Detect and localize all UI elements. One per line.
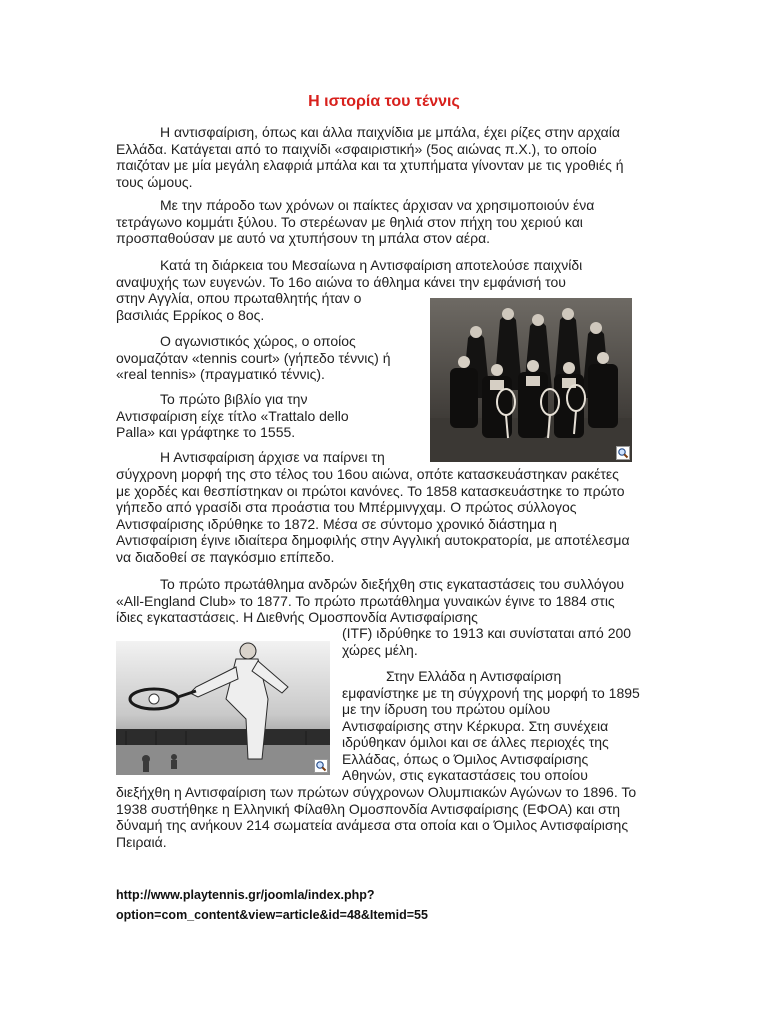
paragraph-championships: Το πρώτο πρωτάθλημα ανδρών διεξήχθη στις εγκαταστάσεις του συλλόγου «All-England Club» το 1877. Το πρώτο πρωτάθλημα γυναικών έγινε το 1884 στις ίδιες εγκαταστάσεις. Η Διεθνής Ομοσπονδία Αντισφαίρισης bbox=[116, 576, 625, 625]
paragraph-middle-ages-cont: στην Αγγλία, οπου πρωταθλητής ήταν ο βασιλιάς Ερρίκος ο 8ος. bbox=[116, 290, 362, 323]
paragraph-modern-form-start: Η Αντισφαίριση άρχισε να παίρνει τη bbox=[160, 449, 385, 465]
paragraph-wooden-paddle: Με την πάροδο των χρόνων οι παίκτες άρχισαν να χρησιμοποιούν ένα τετράγωνο κομμάτι ξύλου. Το στερέωναν με θηλιά στον πήχη του χεριού και προσπαθούσαν με αυτό να χτυπήσουν τη μπάλα στον αέρα. bbox=[116, 197, 595, 246]
team-photo bbox=[430, 298, 632, 462]
player-photo-image bbox=[116, 641, 330, 775]
team-photo-image bbox=[430, 298, 632, 462]
paragraph-first-book: Το πρώτο βιβλίο για την Αντισφαίριση είχε τίτλο «Trattalo dello Palla» και γράφτηκε το 1555. bbox=[116, 391, 349, 440]
zoom-icon[interactable] bbox=[616, 446, 630, 460]
zoom-icon[interactable] bbox=[314, 759, 328, 773]
page-title: Η ιστορία του τέννις bbox=[308, 93, 460, 110]
paragraph-greece-cont: διεξήχθη η Αντισφαίριση των πρώτων σύγχρονων Ολυμπιακών Αγώνων το 1896. Το 1938 συστήθηκε η Ελληνική Φίλαθλη Ομοσπονδία Αντισφαίρισης (ΕΦΟΑ) και στη δύναμή της ανήκουν 214 σωματεία ανάμεσα στα οποία και ο Όμιλος Αντισφαίρισης Πειραιά. bbox=[116, 784, 637, 850]
paragraph-middle-ages: Κατά τη διάρκεια του Μεσαίωνα η Αντισφαίριση αποτελούσε παιχνίδι αναψυχής των ευγενών. Το 16ο αιώνα το άθλημα κάνει την εμφάνισή του bbox=[116, 257, 583, 290]
paragraph-origins: Η αντισφαίριση, όπως και άλλα παιχνίδια με μπάλα, έχει ρίζες στην αρχαία Ελλάδα. Κατάγεται από το παιχνίδι «σφαιριστική» (5ος αιώνας π.Χ.), το οποίο παιζόταν με μία μεγάλη ελαφριά μπάλα και τα χτυπήματα γίνονταν με τις γροθιές ή τους ώμους. bbox=[116, 124, 624, 190]
source-link-line1[interactable]: http://www.playtennis.gr/joomla/index.php? bbox=[116, 888, 375, 902]
paragraph-greece: Στην Ελλάδα η Αντισφαίριση εμφανίστηκε με τη σύγχρονή της μορφή το 1895 με την ίδρυση του πρώτου ομίλου Αντισφαίρισης στην Κέρκυρα. Στη συνέχεια ιδρύθηκαν όμιλοι και σε άλλες περιοχές της Ελλάδας, όπως ο Όμιλος Αντισφαίρισης Αθηνών, στις εγκαταστάσεις του οποίου bbox=[342, 668, 640, 783]
paragraph-tennis-court: Ο αγωνιστικός χώρος, ο οποίος ονομαζόταν «tennis court» (γήπεδο τέννις) ή «real tennis» (πραγματικό τέννις). bbox=[116, 333, 391, 382]
paragraph-modern-form: σύγχρονη μορφή της στο τέλος του 16ου αιώνα, οπότε κατασκευάστηκαν ρακέτες με χορδές και θεσπίστηκαν οι πρώτοι κανόνες. Το 1858 κατασκευάστηκε το πρώτο γήπεδο από γρασίδι στα προάστια του Μπέρμινγχαμ. Ο πρώτος σύλλογος Αντισφαίρισης ιδρύθηκε το 1872. Μέσα σε σύντομο χρονικό διάστημα η Αντισφαίριση έγινε ιδιαίτερα δημοφιλής στην Αγγλική αυτοκρατορία, με αποτέλεσμα να διαδοθεί σε παγκόσμιο επίπεδο. bbox=[116, 466, 630, 565]
player-photo bbox=[116, 641, 330, 775]
source-link-line2[interactable]: option=com_content&view=article&id=48&Itemid=55 bbox=[116, 908, 428, 922]
paragraph-itf: (ITF) ιδρύθηκε το 1913 και συνίσταται από 200 χώρες μέλη. bbox=[342, 625, 632, 658]
